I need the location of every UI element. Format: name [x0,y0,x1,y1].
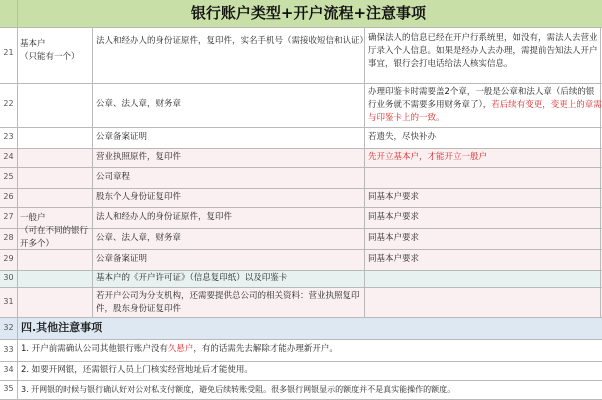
note-cell: 同基本户要求 [368,233,420,243]
other-note-text: ，有的话需先去解除才能办理新开户。 [193,344,338,354]
material-cell: 法人和经办人的身份证原件，复印件，实名手机号（需接收短信和认证） [96,36,369,46]
account-type-label: 一般户 [20,213,46,223]
note-cell: 同基本户要求 [368,192,420,202]
account-type-basic [18,38,96,64]
section-heading: 四.其他注意事项 [21,321,103,334]
other-note: 2. 如要开网银，还需银行人员上门核实经营地址后才能使用。 [21,365,253,375]
note-cell: 同基本户要求 [368,212,420,222]
note-cell-warning: 先开立基本户，才能开立一般户 [368,152,488,162]
row-number: 22 [3,99,14,108]
material-cell: 公司章程 [96,172,131,182]
row-number: 28 [3,233,14,242]
material-cell: 营业执照原件，复印件 [96,152,182,162]
account-type-general [18,212,96,251]
account-type-note: （只能有一个） [20,52,80,62]
note-cell [366,86,602,125]
material-cell: 股东个人身份证复印件 [96,192,182,202]
other-note-highlight: 久悬户 [167,344,194,354]
note-cell: 同基本户要求 [368,254,420,264]
row-number: 27 [3,212,14,221]
row-number: 31 [3,297,14,306]
other-note: 3. 开网银的时候与银行确认好对公对私支付额度，避免后续转账受阻。很多银行网银显示的额度并不是真实能操作的额度。 [21,385,456,394]
material-cell: 公章、法人章，财务章 [96,233,182,243]
row-number: 21 [3,48,14,57]
row-number: 30 [3,273,14,282]
note-cell: 确保法人的信息已经在开户行系统里，如没有，需法人去营业厅录入个人信息。如果是经办人去办理，需提前告知法人开户事宜，银行会打电话给法人核实信息。 [368,33,598,69]
row-number: 32 [3,323,14,332]
row-number: 34 [3,365,14,374]
note-text: 办理印鉴卡时需要盖2个章，一般是公章和法人章（后续的银行业务就不需要多用财务章了）， [368,87,595,110]
row-number: 25 [3,172,14,181]
note-cell: 若遗失，尽快补办 [368,132,437,142]
material-cell: 基本户的《开户许可证》（信息复印纸）以及印鉴卡 [96,273,288,283]
account-type-label: 基本户 [20,39,46,49]
other-note [19,343,602,356]
material-cell: 公章、法人章，财务章 [96,99,182,109]
row-number: 26 [3,192,14,201]
note-warning: 若后续有变更，变更上的章需与印鉴卡上的一致。 [368,100,602,123]
material-cell: 公章备案证明 [96,254,148,264]
page-title: 银行账户类型+开户流程+注意事项 [190,4,427,22]
row-number: 33 [3,345,14,354]
material-cell: 法人和经办人的身份证原件，复印件 [96,212,233,222]
material-cell: 若开户公司为分支机构，还需要提供总公司的相关资料：营业执照复印件，股东身份证复印件 [96,291,360,314]
row-number: 35 [3,384,14,393]
account-type-note: （可在不同的银行开多个） [20,226,89,249]
material-cell: 公章备案证明 [96,132,148,142]
row-number: 29 [3,254,14,263]
row-number: 23 [3,132,14,141]
row-number: 24 [3,152,14,161]
other-note-text: 1. 开户前需确认公司其他银行账户没有 [21,344,168,354]
